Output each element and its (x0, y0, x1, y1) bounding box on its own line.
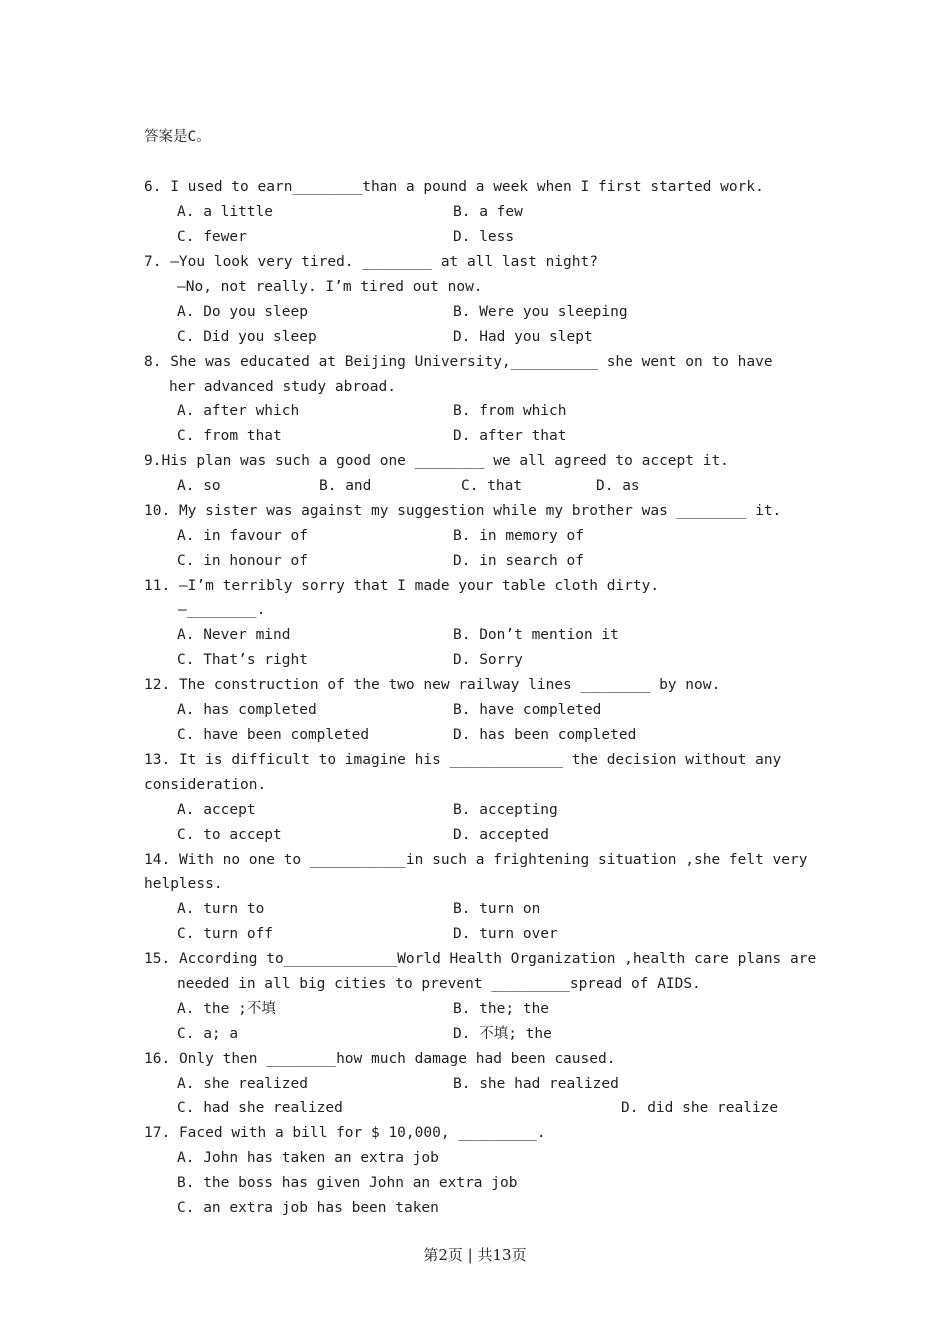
question-15-option-b: B. the; the (453, 1001, 550, 1017)
question-11-stem: 11. —I’m terribly sorry that I made your table cloth dirty. (144, 578, 660, 594)
question-6-option-a: A. a little (177, 204, 274, 220)
question-11-option-d: D. Sorry (453, 652, 523, 668)
question-15-stem: 15. According to_____________World Health Organization ,health care plans are (144, 951, 817, 967)
question-14-option-b: B. turn on (453, 901, 541, 917)
question-7-stem-line2: —No, not really. I’m tired out now. (177, 279, 483, 295)
page-footer: 第2页 | 共13页 (423, 1246, 527, 1264)
question-7-stem: 7. —You look very tired. ________ at all last night? (144, 254, 598, 270)
question-7-option-c: C. Did you sleep (177, 329, 317, 345)
question-9-option-c: C. that (461, 478, 523, 494)
question-11-option-b: B. Don’t mention it (453, 627, 619, 643)
answer-note: 答案是C。 (144, 129, 211, 145)
question-16-stem: 16. Only then ________how much damage had been caused. (144, 1051, 616, 1067)
question-9-option-b: B. and (319, 478, 372, 494)
question-6-option-b: B. a few (453, 204, 523, 220)
question-15-option-d: D. 不填; the (453, 1026, 552, 1042)
question-10-option-d: D. in search of (453, 553, 584, 569)
question-6-stem: 6. I used to earn________than a pound a week when I first started work. (144, 179, 764, 195)
question-13-option-b: B. accepting (453, 802, 558, 818)
question-6-option-c: C. fewer (177, 229, 247, 245)
question-12-option-a: A. has completed (177, 702, 317, 718)
question-17-option-a: A. John has taken an extra job (177, 1150, 439, 1166)
question-11-option-c: C. That’s right (177, 652, 308, 668)
question-6-option-d: D. less (453, 229, 515, 245)
question-10-stem: 10. My sister was against my suggestion while my brother was ________ it. (144, 503, 782, 519)
question-8-option-b: B. from which (453, 403, 567, 419)
question-12-option-b: B. have completed (453, 702, 602, 718)
question-13-option-d: D. accepted (453, 827, 550, 843)
question-17-option-c: C. an extra job has been taken (177, 1200, 439, 1216)
question-7-option-a: A. Do you sleep (177, 304, 308, 320)
question-9-option-d: D. as (596, 478, 640, 494)
question-15-option-a: A. the ;不填 (177, 1001, 276, 1017)
question-8-option-d: D. after that (453, 428, 567, 444)
question-7-option-d: D. Had you slept (453, 329, 593, 345)
question-13-stem-line2: consideration. (144, 777, 267, 793)
question-13-option-c: C. to accept (177, 827, 282, 843)
question-8-option-a: A. after which (177, 403, 300, 419)
question-16-option-c: C. had she realized (177, 1100, 343, 1116)
question-7-option-b: B. Were you sleeping (453, 304, 628, 320)
question-12-stem: 12. The construction of the two new railway lines ________ by now. (144, 677, 721, 693)
question-17-stem: 17. Faced with a bill for $ 10,000, _________. (144, 1125, 546, 1141)
question-16-option-d: D. did she realize (621, 1100, 779, 1116)
question-11-option-a: A. Never mind (177, 627, 291, 643)
question-14-option-c: C. turn off (177, 926, 274, 942)
question-9-option-a: A. so (177, 478, 221, 494)
question-14-option-d: D. turn over (453, 926, 558, 942)
question-17-option-b: B. the boss has given John an extra job (177, 1175, 518, 1191)
question-10-option-a: A. in favour of (177, 528, 308, 544)
question-10-option-b: B. in memory of (453, 528, 584, 544)
question-12-option-d: D. has been completed (453, 727, 637, 743)
question-14-stem: 14. With no one to ___________in such a frightening situation ,she felt very (144, 852, 808, 868)
question-13-option-a: A. accept (177, 802, 256, 818)
question-15-option-c: C. a; a (177, 1026, 239, 1042)
question-10-option-c: C. in honour of (177, 553, 308, 569)
question-13-stem: 13. It is difficult to imagine his _____________ the decision without any (144, 752, 782, 768)
question-11-stem-line2: —________. (178, 602, 266, 618)
question-8-stem: 8. She was educated at Beijing University,__________ she went on to have (144, 354, 773, 370)
question-16-option-a: A. she realized (177, 1076, 308, 1092)
question-15-stem-line2: needed in all big cities to prevent _________spread of AIDS. (177, 976, 701, 992)
question-14-stem-line2: helpless. (144, 876, 223, 892)
question-12-option-c: C. have been completed (177, 727, 370, 743)
question-9-stem: 9.His plan was such a good one ________ we all agreed to accept it. (144, 453, 729, 469)
question-8-stem-line2: her advanced study abroad. (169, 379, 396, 395)
question-16-option-b: B. she had realized (453, 1076, 619, 1092)
question-14-option-a: A. turn to (177, 901, 265, 917)
question-8-option-c: C. from that (177, 428, 282, 444)
